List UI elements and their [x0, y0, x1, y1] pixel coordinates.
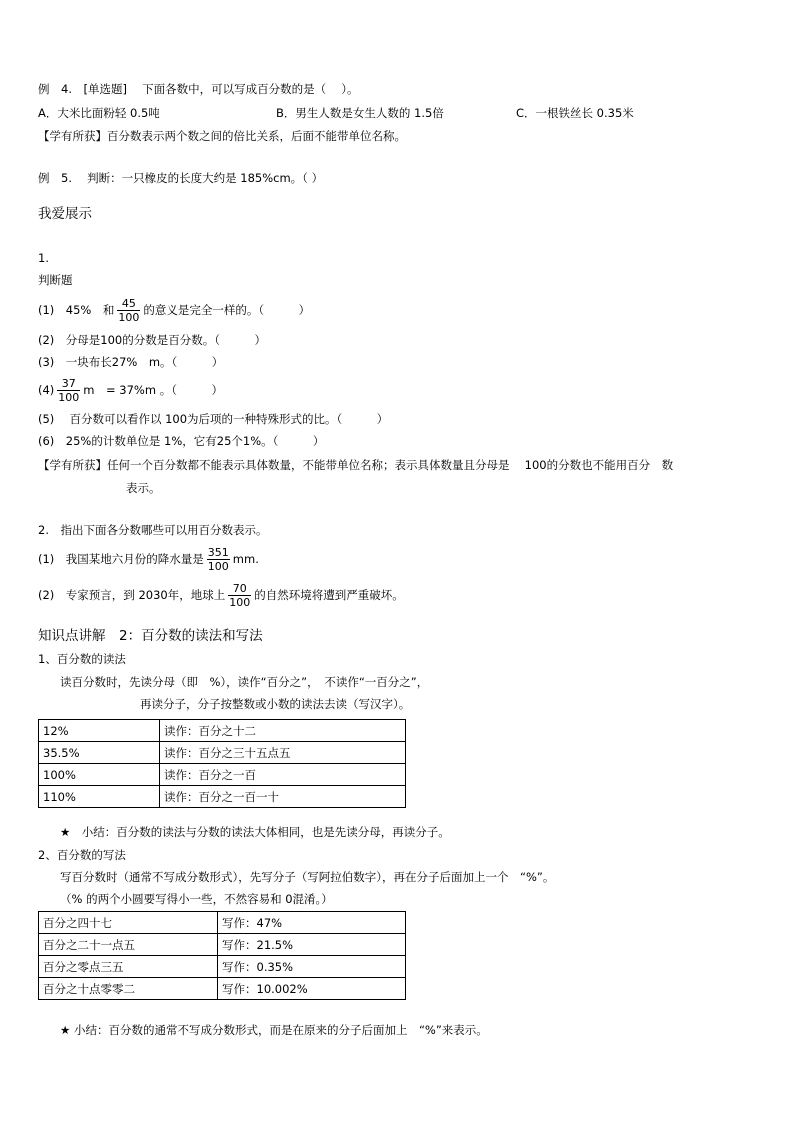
table-cell: 读作：百分之一百一十 [160, 786, 406, 808]
question-2-heading: 2. 指出下面各分数哪些可以用百分数表示。 [38, 523, 268, 537]
fraction-denominator: 100 [207, 559, 229, 573]
table-row [39, 786, 406, 808]
q1-item-1-suffix: 的意义是完全一样的。（ ） [143, 303, 311, 317]
writing-method-line-2: （% 的两个小圆要写得小一些，不然容易和 0混淆。） [60, 892, 333, 906]
q2-item-1-prefix: (1) 我国某地六月份的降水量是 [38, 552, 204, 566]
q2-item-2 [38, 578, 404, 612]
section-title-show: 我爱展示 [38, 206, 92, 222]
table-row [39, 742, 406, 764]
q2-item-2-suffix: 的自然环境将遭到严重破坏。 [254, 588, 404, 602]
fraction-numerator: 351 [207, 545, 229, 559]
option-b: B．男生人数是女生人数的 1.5倍 [276, 106, 444, 120]
writing-table [38, 911, 406, 1000]
table-row [39, 912, 406, 934]
fraction-denominator: 100 [58, 390, 80, 404]
table-row [39, 956, 406, 978]
fraction-37-100 [57, 377, 80, 404]
option-a: A．大米比面粉轻 0.5吨 [38, 106, 160, 120]
option-c: C．一根铁丝长 0.35米 [516, 106, 634, 120]
table-cell: 100% [39, 764, 160, 786]
q1-item-4-prefix: (4) [38, 383, 55, 397]
table-cell: 110% [39, 786, 160, 808]
q1-item-2: (2) 分母是100的分数是百分数。（ ） [38, 333, 266, 347]
q1-item-3: (3) 一块布长27% m。（ ） [38, 355, 224, 369]
reading-method-heading: 1、百分数的读法 [38, 652, 126, 666]
table-cell: 12% [39, 720, 160, 742]
table-cell: 写作：47% [218, 912, 406, 934]
table-row [39, 934, 406, 956]
fraction-45-100 [117, 297, 140, 324]
table-cell: 写作：0.35% [218, 956, 406, 978]
table-cell: 写作：21.5% [218, 934, 406, 956]
fraction-denominator: 100 [118, 310, 140, 324]
fraction-numerator: 70 [228, 582, 251, 596]
fraction-denominator: 100 [229, 595, 251, 609]
example-4-gain: 【学有所获】百分数表示两个数之间的倍比关系，后面不能带单位名称。 [38, 129, 406, 143]
table-cell: 百分之零点三五 [39, 956, 218, 978]
q2-item-2-prefix: (2) 专家预言，到 2030年，地球上 [38, 588, 226, 602]
q2-item-1 [38, 542, 259, 576]
table-cell: 写作：10.002% [218, 978, 406, 1000]
writing-method-heading: 2、百分数的写法 [38, 848, 126, 862]
q1-item-5: (5) 百分数可以看作以 100为后项的一种特殊形式的比。（ ） [38, 412, 389, 426]
fraction-numerator: 45 [117, 297, 140, 311]
reading-table [38, 719, 406, 808]
q1-item-1 [38, 293, 310, 327]
table-row [39, 764, 406, 786]
table-cell: 35.5% [39, 742, 160, 764]
table-cell: 百分之四十七 [39, 912, 218, 934]
table-cell: 读作：百分之十二 [160, 720, 406, 742]
q1-gain-line-1: 【学有所获】任何一个百分数都不能表示具体数量，不能带单位名称；表示具体数量且分母是 100的分数也不能用百分 数 [38, 458, 674, 472]
writing-method-line-1: 写百分数时（通常不写成分数形式），先写分子（写阿拉伯数字），再在分子后面加上一个 “%”。 [60, 870, 555, 884]
knowledge-point-2-title: 知识点讲解 2：百分数的读法和写法 [38, 628, 263, 644]
table-cell: 百分之十点零零二 [39, 978, 218, 1000]
example-5-question: 例 5. 判断：一只橡皮的长度大约是 185%cm。（ ） [38, 171, 324, 185]
reading-method-line-1: 读百分数时，先读分母（即 %），读作“百分之”， 不读作“一百分之”， [60, 675, 429, 689]
q1-item-1-prefix: (1) 45% 和 [38, 303, 115, 317]
q1-item-6: (6) 25%的计数单位是 1%，它有25个1%。（ ） [38, 434, 325, 448]
q1-item-4-suffix: m = 37%m 。（ ） [83, 383, 223, 397]
table-row [39, 720, 406, 742]
question-1-number: 1. [38, 251, 49, 265]
q2-item-1-suffix: mm. [232, 552, 259, 566]
q1-gain-line-2: 表示。 [126, 481, 161, 495]
reading-method-line-2: 再读分子，分子按整数或小数的读法去读（写汉字）。 [140, 697, 411, 711]
reading-summary: ★ 小结：百分数的读法与分数的读法大体相同，也是先读分母，再读分子。 [60, 825, 450, 839]
table-cell: 百分之二十一点五 [39, 934, 218, 956]
writing-summary: ★ 小结：百分数的通常不写成分数形式，而是在原来的分子后面加上 “%”来表示。 [60, 1023, 488, 1037]
q1-item-4 [38, 373, 223, 407]
question-1-type: 判断题 [38, 273, 73, 287]
table-cell: 读作：百分之一百 [160, 764, 406, 786]
fraction-351-100 [207, 546, 230, 573]
fraction-70-100 [228, 582, 251, 609]
table-row [39, 978, 406, 1000]
fraction-numerator: 37 [57, 377, 80, 391]
table-cell: 读作：百分之三十五点五 [160, 742, 406, 764]
example-4-question: 例 4. [单选题] 下面各数中，可以写成百分数的是（ ）。 [38, 82, 359, 96]
